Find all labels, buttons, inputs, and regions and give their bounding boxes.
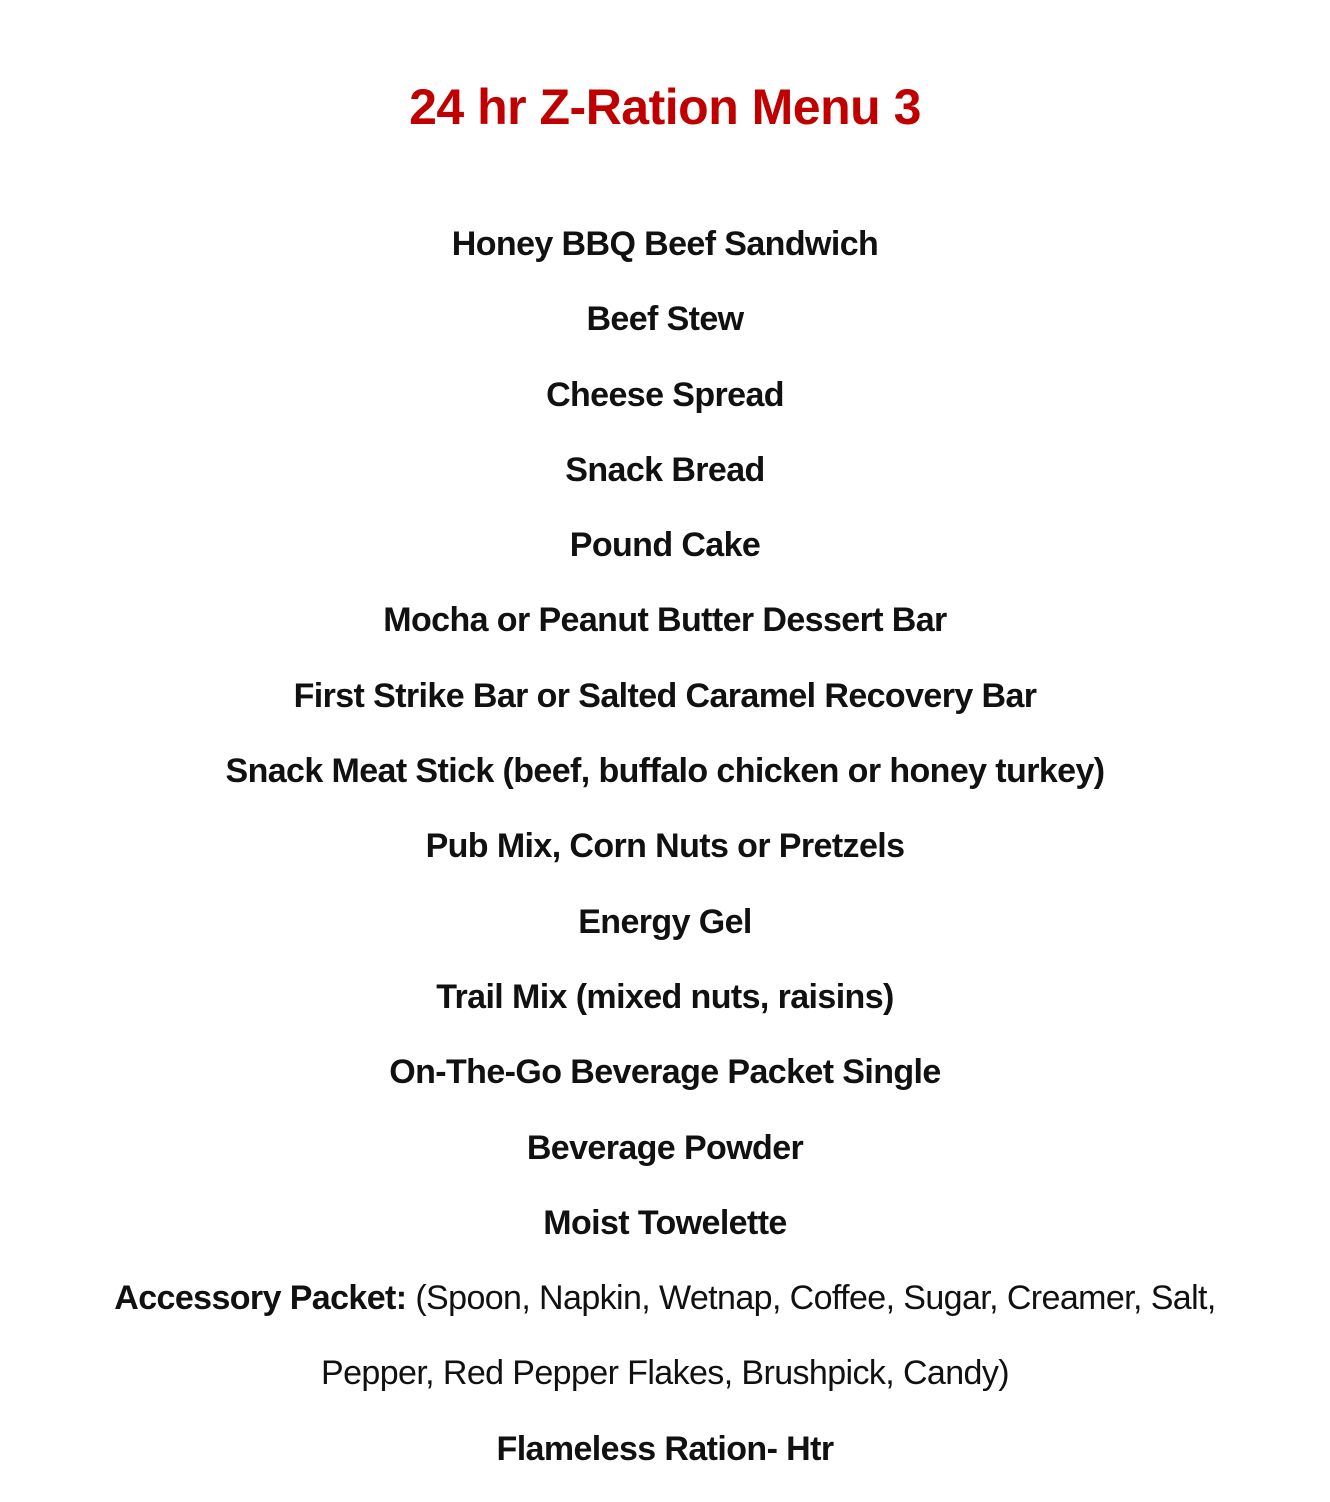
page-title: 24 hr Z-Ration Menu 3 xyxy=(409,78,921,135)
menu-item-last: Flameless Ration- Htr xyxy=(496,1429,834,1468)
menu-item: Cheese Spread xyxy=(546,375,784,414)
menu-item: Pound Cake xyxy=(569,526,761,565)
menu-item: Honey BBQ Beef Sandwich xyxy=(451,225,879,263)
menu-item: Snack Meat Stick (beef, buffalo chicken or honey turkey) xyxy=(225,752,1105,791)
menu-item: On-The-Go Beverage Packet Single xyxy=(389,1053,941,1092)
menu-item: First Strike Bar or Salted Caramel Recovery Bar xyxy=(293,676,1037,715)
menu-item: Snack Bread xyxy=(565,450,765,489)
menu-item: Energy Gel xyxy=(578,902,752,941)
accessory-packet-contents-continued: Pepper, Red Pepper Flakes, Brushpick, Candy) xyxy=(321,1354,1009,1393)
menu-item: Trail Mix (mixed nuts, raisins) xyxy=(436,977,894,1016)
menu-item: Moist Towelette xyxy=(543,1203,787,1242)
menu-item: Beverage Powder xyxy=(526,1128,804,1167)
menu-item: Mocha or Peanut Butter Dessert Bar xyxy=(383,601,947,640)
menu-item-list xyxy=(0,222,1330,1502)
accessory-packet-label: Accessory Packet: xyxy=(114,1279,407,1318)
menu-item: Pub Mix, Corn Nuts or Pretzels xyxy=(425,827,905,866)
menu-item: Beef Stew xyxy=(586,300,744,339)
accessory-packet-contents: (Spoon, Napkin, Wetnap, Coffee, Sugar, Creamer, Salt, xyxy=(406,1279,1216,1318)
accessory-packet-line xyxy=(0,1276,1330,1351)
